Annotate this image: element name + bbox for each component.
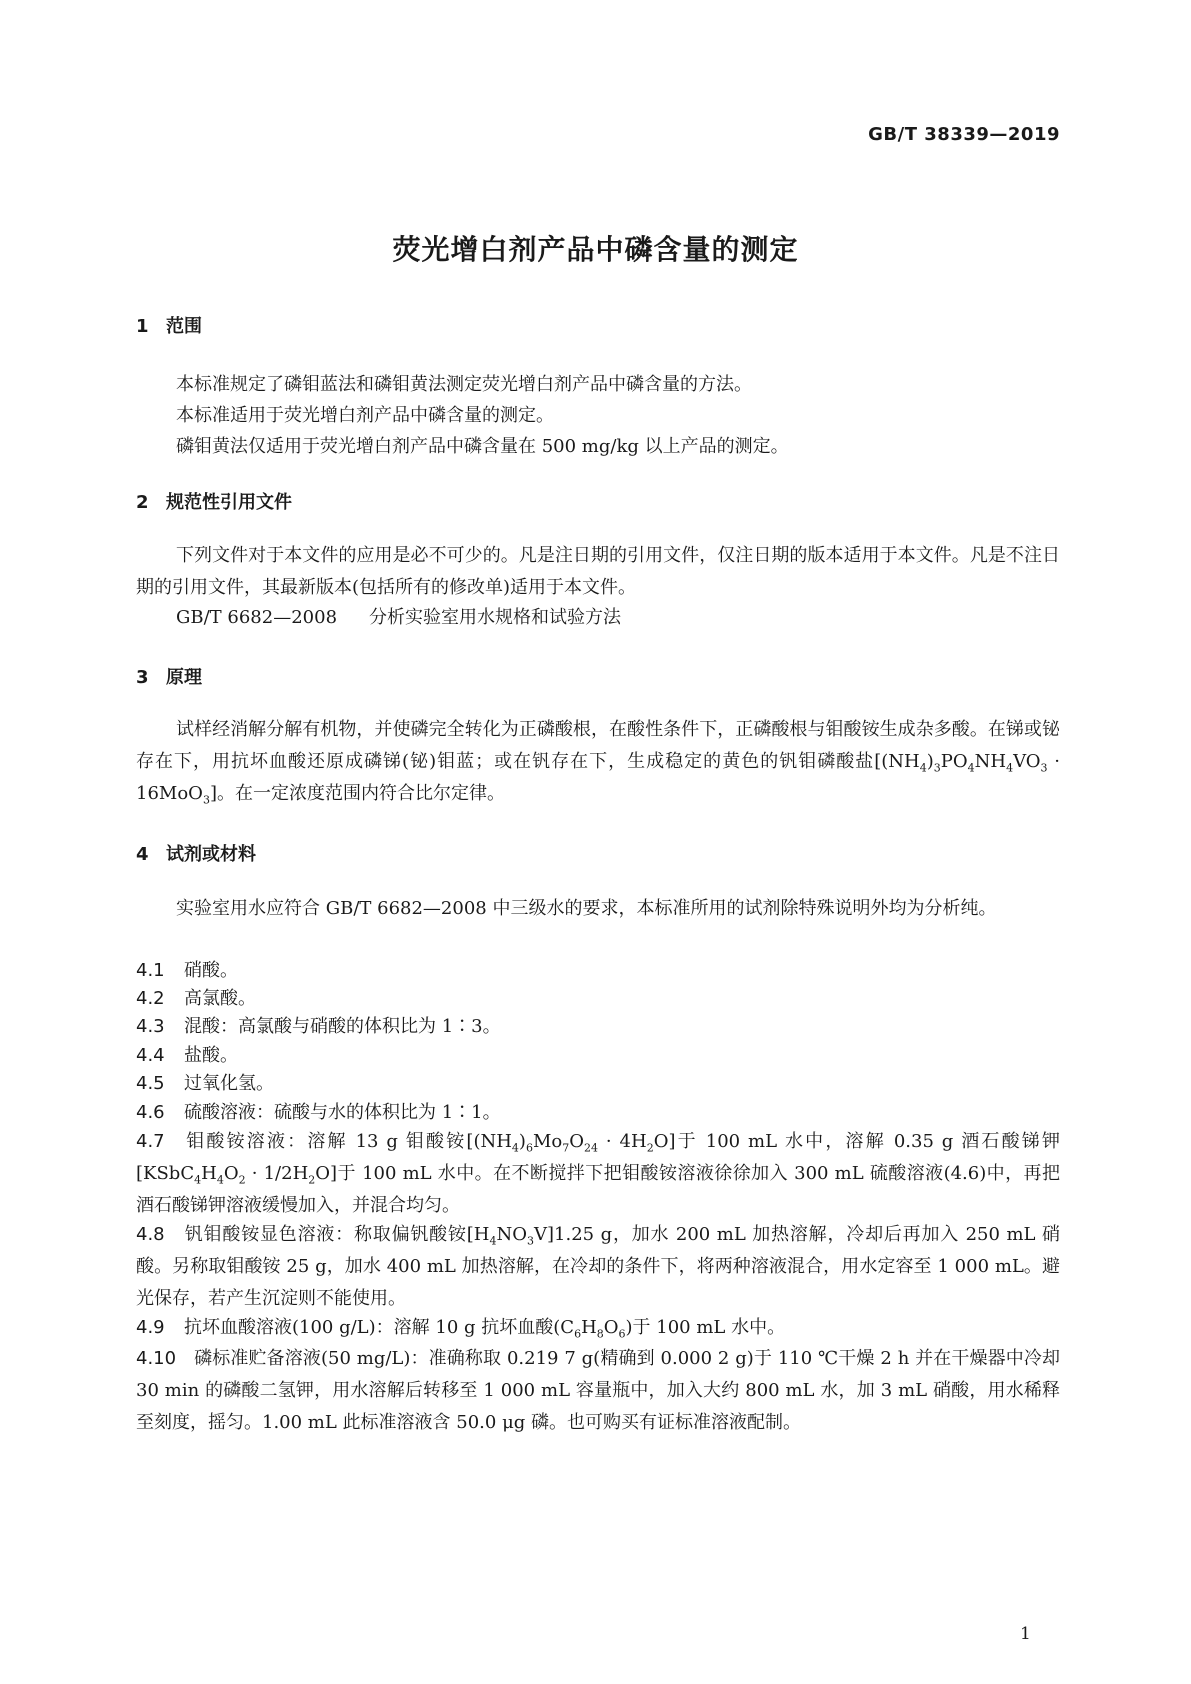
- item-number: 4.4: [136, 1045, 165, 1066]
- item-number: 4.2: [136, 988, 165, 1009]
- section-4-intro: 实验室用水应符合 GB/T 6682—2008 中三级水的要求，本标准所用的试剂除特殊说明外均为分析纯。: [176, 898, 997, 919]
- section-2-heading: [136, 488, 292, 514]
- section-1-line-2: 本标准适用于荧光增白剂产品中磷含量的测定。: [176, 405, 554, 426]
- section-1-line-1: 本标准规定了磷钼蓝法和磷钼黄法测定荧光增白剂产品中磷含量的方法。: [176, 374, 752, 395]
- section-number: 1: [136, 316, 149, 337]
- section-1-heading: [136, 312, 202, 338]
- item-number: 4.3: [136, 1016, 165, 1037]
- reference-title: 分析实验室用水规格和试验方法: [369, 607, 622, 628]
- item-4-8: 4.8 钒钼酸铵显色溶液：称取偏钒酸铵$[H_4NO_3V]1.25$ g，加水 200 mL 加热溶解，冷却后再加入 250 mL 硝酸。另称取钼酸铵 25 g，加水 400 mL 加热溶解，在冷却的条件下，将两种溶液混合，用水定容至 1 000 mL。避光保存，若产生沉淀则不能使用。: [136, 1219, 1060, 1315]
- item-number: 4.9: [136, 1317, 165, 1338]
- item-4-9: 4.9 抗坏血酸溶液(100 g/L)：溶解 10 g 抗坏血酸$(C_6H_8O_6)$于 100 mL 水中。: [136, 1312, 1060, 1344]
- item-4-7: 4.7 钼酸铵溶液：溶解 13 g 钼酸铵$[(NH_4)_6Mo_7O_{24} \cdot 4H_2O]$于 100 mL 水中，溶解 0.35 g 酒石酸锑钾$[KSbC_4H_4O_2 \cdot 1/2H_2O]$于 100 mL 水中。在不断搅拌下把钼酸铵溶液徐徐加入 300 mL 硫酸溶液(4.6)中，再把酒石酸锑钾溶液缓慢加入，并混合均匀。: [136, 1126, 1060, 1222]
- section-2-paragraph: 下列文件对于本文件的应用是必不可少的。凡是注日期的引用文件，仅注日期的版本适用于本文件。凡是不注日期的引用文件，其最新版本(包括所有的修改单)适用于本文件。: [136, 545, 1060, 598]
- section-title: 试剂或材料: [166, 844, 256, 865]
- section-3-heading: [136, 663, 202, 689]
- section-number: 3: [136, 667, 149, 688]
- section-title: 原理: [166, 667, 202, 688]
- section-3-paragraph: 试样经消解分解有机物，并使磷完全转化为正磷酸根，在酸性条件下，正磷酸根与钼酸铵生成杂多酸。在锑或铋存在下，用抗坏血酸还原成磷锑(铋)钼蓝；或在钒存在下，生成稳定的黄色的钒钼磷酸盐$[(NH_4)_3PO_4NH_4VO_3 \cdot 16MoO_3]$。在一定浓度范围内符合比尔定律。: [136, 719, 1060, 807]
- section-1-line-3: 磷钼黄法仅适用于荧光增白剂产品中磷含量在 500 mg/kg 以上产品的测定。: [176, 436, 789, 457]
- section-title: 规范性引用文件: [166, 492, 292, 513]
- item-4-4: 4.4 盐酸。: [136, 1040, 1060, 1072]
- normative-reference: [176, 603, 621, 629]
- document-title: 荧光增白剂产品中磷含量的测定: [392, 233, 799, 266]
- page-number: 1: [1020, 1624, 1031, 1644]
- item-number: 4.10: [136, 1348, 177, 1369]
- item-number: 4.6: [136, 1102, 165, 1123]
- item-number: 4.1: [136, 960, 165, 981]
- standard-code: GB/T 38339—2019: [868, 124, 1060, 145]
- item-4-10: 4.10 磷标准贮备溶液(50 mg/L)：准确称取 0.219 7 g(精确到 0.000 2 g)于 110 ℃干燥 2 h 并在干燥器中冷却 30 min 的磷酸二氢钾，用水溶解后转移至 1 000 mL 容量瓶中，加入大约 800 mL 水，加 3 mL 硝酸，用水稀释至刻度，摇匀。1.00 mL 此标准溶液含 50.0 μg 磷。也可购买有证标准溶液配制。: [136, 1343, 1060, 1439]
- item-number: 4.7: [136, 1131, 165, 1152]
- item-4-1: 4.1 硝酸。: [136, 955, 1060, 987]
- item-4-5: 4.5 过氧化氢。: [136, 1068, 1060, 1100]
- section-4-heading: [136, 840, 256, 866]
- item-4-3: 4.3 混酸：高氯酸与硝酸的体积比为 1∶3。: [136, 1011, 1060, 1043]
- section-number: 2: [136, 492, 149, 513]
- item-number: 4.8: [136, 1224, 165, 1245]
- chemical-formula: $[(NH_4)_3PO_4NH_4VO_3 \cdot 16MoO_3]$: [136, 751, 1060, 807]
- item-4-6: 4.6 硫酸溶液：硫酸与水的体积比为 1∶1。: [136, 1097, 1060, 1129]
- section-title: 范围: [166, 316, 202, 337]
- item-4-2: 4.2 高氯酸。: [136, 983, 1060, 1015]
- section-number: 4: [136, 844, 149, 865]
- item-number: 4.5: [136, 1073, 165, 1094]
- reference-code: GB/T 6682—2008: [176, 607, 338, 628]
